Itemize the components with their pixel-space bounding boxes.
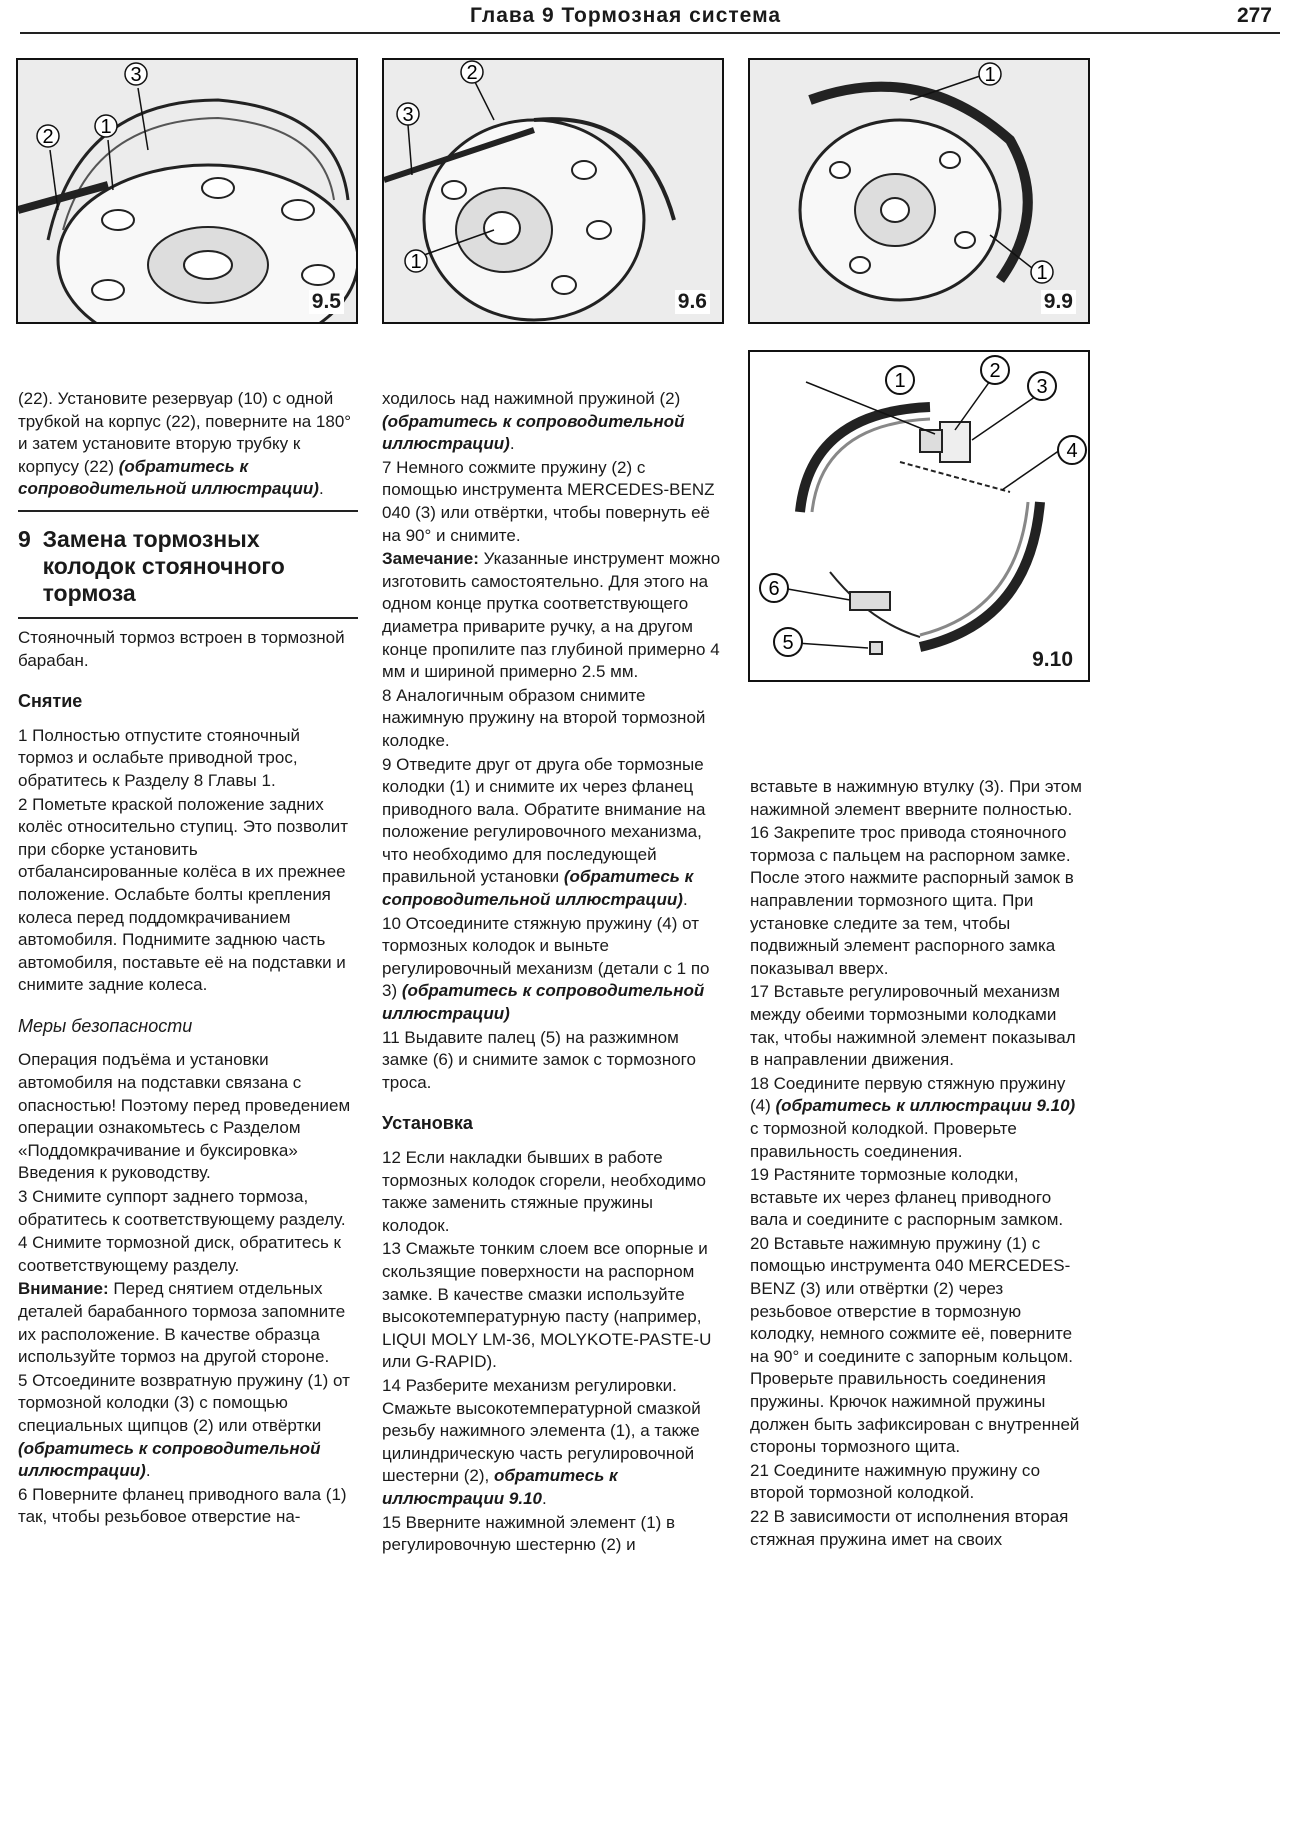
note-text: Указанные инструмент можно изготовить самостоятельно. Для этого на одном конце прутка соответствующего диаметра приварите ручку, а на другом конце пропилите паз глубиной примерно 4 мм и шириной примерно 2.5 мм. — [382, 549, 721, 682]
figure-9-5-drawing — [18, 60, 356, 322]
note-label: Замечание: — [382, 549, 479, 569]
step-14 — [382, 1375, 724, 1511]
figure-9-5-label: 9.5 — [309, 290, 344, 314]
continuation-ref-2: (обратитесь к сопроводительной иллюстрации) — [382, 411, 685, 454]
figure-9-9 — [748, 58, 1090, 324]
safety-heading: Меры безопасности — [18, 1015, 193, 1036]
chapter-title: Глава 9 Тормозная система — [470, 4, 782, 27]
step-14-ref: обратитесь к иллюстрации 9.10 — [382, 1466, 618, 1508]
continuation-paragraph — [18, 388, 358, 501]
continuation-end-2: . — [509, 434, 515, 454]
step-8: 8 Аналогичным образом снимите нажимную пружину на второй тормозной колодке. — [382, 685, 706, 750]
step-21: 21 Соедините нажимную пружину со второй тормозной колодкой. — [750, 1460, 1041, 1503]
figure-9-9-callout-1a: 1 — [984, 64, 996, 86]
section-heading — [18, 526, 358, 607]
continuation-text: (22). Установите резервуар (10) с одной трубкой на корпус (22), поверните на 180° и затем установите вторую трубку к корпусу (22) — [18, 389, 352, 476]
figure-9-10-callout-4: 4 — [1066, 440, 1078, 462]
page-header — [0, 0, 1300, 34]
step-18-ref: (обратитесь к иллюстрации 9.10) — [775, 1096, 1076, 1116]
figure-9-5 — [16, 58, 358, 324]
figure-9-5-callout-2: 2 — [42, 126, 54, 148]
step-10 — [382, 913, 724, 1026]
step-9 — [382, 754, 724, 912]
step-18-end: с тормозной колодкой. Проверьте правильность соединения. — [750, 1118, 1017, 1161]
figure-9-6-label: 9.6 — [675, 290, 710, 314]
figure-9-10-label: 9.10 — [1029, 648, 1076, 672]
continuation-paragraph-3: вставьте в нажимную втулку (3). При этом нажимной элемент вверните полностью. — [750, 777, 1082, 819]
continuation-block — [18, 388, 358, 512]
step-6: 6 Поверните фланец приводного вала (1) так, чтобы резьбовое отверстие на- — [18, 1484, 347, 1527]
text-column-3 — [750, 776, 1088, 1552]
step-20: 20 Вставьте нажимную пружину (1) с помощью инструмента 040 MERCEDES-BENZ (3) или отвёртки (2) через резьбовое отверстие в тормозную колодку, немного сожмите её, поверните на 90° и соедините с запорным кольцом. Проверьте правильность соединения пружины. Крючок нажимной пружины должен быть зафиксирован с внутренней стороны тормозного щита. — [750, 1233, 1080, 1457]
step-16: 16 Закрепите трос привода стояночного тормоза с пальцем на распорном замке. После этого нажмите распорный замок в направлении тормозного щита. При установке следите за тем, чтобы подвижный элемент распорного замка показывал вверх. — [750, 823, 1074, 978]
step-7: 7 Немного сожмите пружину (2) с помощью инструмента MERCEDES-BENZ 040 (3) или отвёртки, чтобы повернуть её на 90° и снимите. — [382, 457, 715, 545]
step-10-ref: (обратитесь к сопроводительной иллюстрации) — [382, 981, 705, 1024]
figure-9-10-callout-6: 6 — [768, 578, 780, 600]
continuation-paragraph-2 — [382, 388, 724, 456]
note-paragraph — [382, 548, 724, 684]
figure-9-10-callout-2: 2 — [989, 360, 1001, 382]
step-9-end: . — [682, 890, 688, 910]
figure-9-6-callout-2: 2 — [466, 62, 478, 84]
step-17: 17 Вставьте регулировочный механизм между обеими тормозными колодками так, чтобы нажимной элемент показывал в направлении движения. — [750, 982, 1076, 1070]
step-9-ref: (обратитесь к сопроводительной иллюстрации) — [382, 867, 694, 910]
safety-paragraph: Операция подъёма и установки автомобиля на подставки связана с опасностью! Поэтому перед проведением операции ознакомьтесь с Разделом «Поддомкрачивание и буксировка» Введения к руководству. — [18, 1050, 351, 1183]
install-heading: Установка — [382, 1113, 473, 1134]
step-19: 19 Растяните тормозные колодки, вставьте их через фланец приводного вала и соедините с распорным замком. — [750, 1165, 1064, 1230]
figure-9-6-drawing — [384, 60, 722, 322]
continuation-end: . — [318, 479, 324, 499]
intro-paragraph: Стояночный тормоз встроен в тормозной барабан. — [18, 627, 345, 670]
step-4: 4 Снимите тормозной диск, обратитесь к соответствующему разделу. — [18, 1233, 341, 1275]
section-title: Замена тормозных колодок стояночного тормоза — [42, 525, 285, 606]
figure-9-9-callout-1b: 1 — [1036, 262, 1048, 284]
step-14-end: . — [541, 1488, 547, 1508]
step-5 — [18, 1370, 358, 1483]
figure-9-9-label: 9.9 — [1041, 290, 1076, 314]
figure-9-6 — [382, 58, 724, 324]
page-number: 277 — [1236, 4, 1272, 27]
step-22: 22 В зависимости от исполнения вторая стяжная пружина имет на своих — [750, 1507, 1069, 1549]
step-5-end: . — [145, 1461, 151, 1481]
step-5-text: 5 Отсоедините возвратную пружину (1) от тормозной колодки (3) с помощью специальных щипцов (2) или отвёртки — [18, 1370, 350, 1435]
step-9-text: 9 Отведите друг от друга обе тормозные колодки (1) и снимите их через фланец приводного вала. Обратите внимание на положение регулировочного механизма, что необходимо для последующей правильной установки — [382, 754, 706, 887]
continuation-text-2: ходилось над нажимной пружиной (2) — [382, 389, 681, 408]
step-5-ref: (обратитесь к сопроводительной иллюстрации) — [18, 1438, 321, 1481]
step-18 — [750, 1073, 1088, 1163]
figure-9-5-callout-3: 3 — [130, 64, 142, 86]
figure-9-6-callout-3: 3 — [402, 104, 414, 126]
header-rule — [20, 32, 1280, 34]
removal-heading: Снятие — [18, 691, 83, 712]
step-10-text: 10 Отсоедините стяжную пружину (4) от тормозных колодок и выньте регулировочный механизм (детали с 1 по 3) — [382, 913, 710, 1001]
figure-9-10-drawing — [750, 352, 1088, 680]
step-3: 3 Снимите суппорт заднего тормоза, обратитесь к соответствующему разделу. — [18, 1187, 346, 1229]
figure-9-9-drawing — [750, 60, 1088, 322]
text-column-1 — [18, 388, 358, 1530]
continuation-ref: (обратитесь к сопроводительной иллюстрации) — [18, 456, 319, 499]
step-13: 13 Смажьте тонким слоем все опорные и скользящие поверхности на распорном замке. В качестве смазки используйте высокотемпературную пасту (например, LIQUI MOLY LM-36, MOLYKOTE-PASTE-U или G-RAPID). — [382, 1239, 712, 1372]
figure-9-5-callout-1: 1 — [100, 116, 112, 138]
figure-9-10-callout-1: 1 — [894, 370, 906, 392]
figure-9-10-callout-3: 3 — [1036, 376, 1048, 398]
section-rule — [18, 617, 358, 619]
step-14-text: 14 Разберите механизм регулировки. Смажьте высокотемпературной смазкой резьбу нажимного элемента (1), а также цилиндрическую часть регулировочной шестерни (2), — [382, 1375, 701, 1486]
attention-label: Внимание: — [18, 1279, 109, 1299]
step-2: 2 Пометьте краской положение задних колёс относительно ступиц. Это позволит при сборке установить отбалансированные колёса в их прежнее положение. Ослабьте болты крепления колеса перед поддомкрачиванием автомобиля. Поднимите заднюю часть автомобиля, поставьте её на подставки и снимите задние колеса. — [18, 794, 349, 995]
step-1: 1 Полностью отпустите стояночный тормоз и ослабьте приводной трос, обратитесь к Разделу 8 Главы 1. — [18, 725, 300, 790]
step-11: 11 Выдавите палец (5) на разжимном замке (6) и снимите замок с тормозного троса. — [382, 1027, 696, 1092]
attention-text: Перед снятием отдельных деталей барабанного тормоза запомните их расположение. В качестве образца используйте тормоз на другой стороне. — [18, 1279, 346, 1367]
figure-9-10-callout-5: 5 — [782, 632, 794, 654]
step-15: 15 Вверните нажимной элемент (1) в регулировочную шестерню (2) и — [382, 1512, 676, 1555]
step-12: 12 Если накладки бывших в работе тормозных колодок сгорели, необходимо также заменить стяжные пружины колодок. — [382, 1148, 706, 1235]
text-column-2 — [382, 388, 724, 1558]
step-18-text: 18 Соедините первую стяжную пружину (4) — [750, 1073, 1066, 1116]
figure-9-6-callout-1: 1 — [410, 251, 422, 273]
attention-paragraph — [18, 1278, 358, 1368]
section-number: 9 — [18, 525, 31, 552]
figure-9-10 — [748, 350, 1090, 682]
